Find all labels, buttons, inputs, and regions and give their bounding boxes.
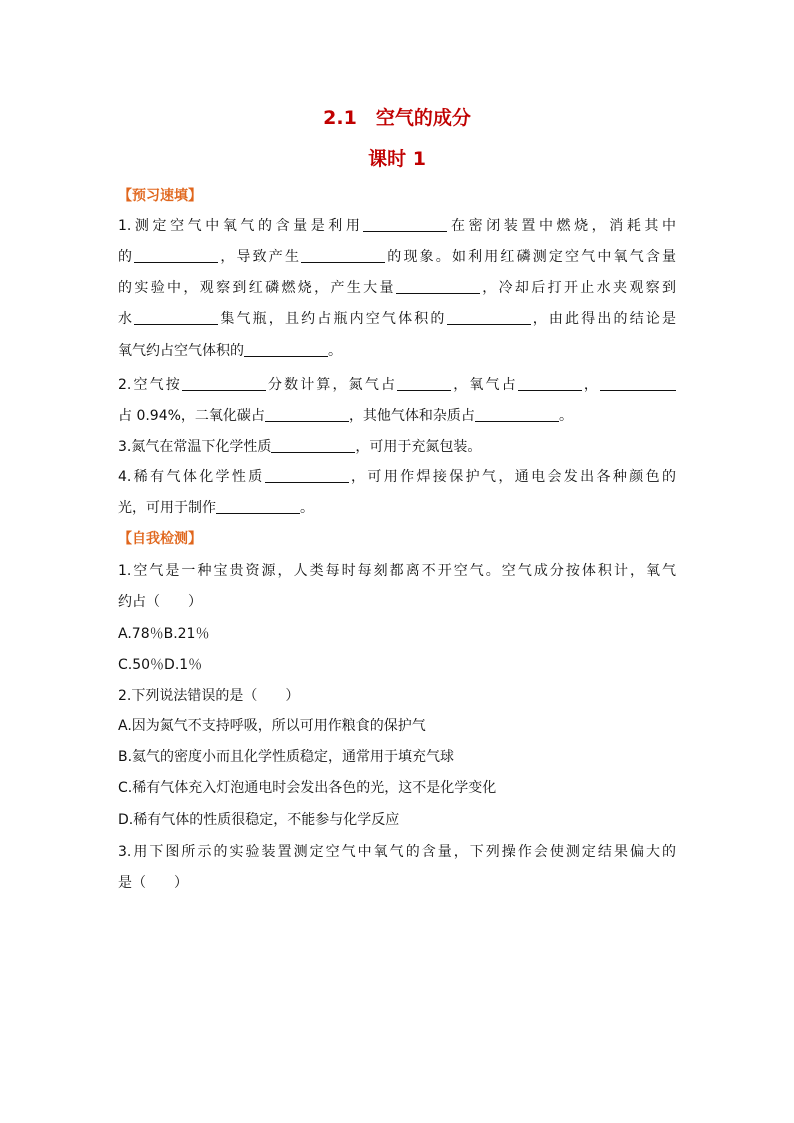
page-title: 2.1 空气的成分 [323, 107, 471, 129]
selfcheck-q2-option-c: C.稀有气体充入灯泡通电时会发出各色的光，这不是化学变化 [118, 780, 497, 796]
blank [265, 407, 349, 422]
preview-q3-line1: 3.氮气在常温下化学性质 ，可用于充氮包装。 [118, 439, 482, 455]
section-heading-preview: 【预习速填】 [118, 188, 202, 204]
blank [216, 499, 300, 514]
selfcheck-q1-options-cd: C.50％D.1％ [118, 657, 203, 673]
selfcheck-q1-options-ab: A.78％B.21％ [118, 626, 210, 642]
blank [182, 376, 266, 391]
blank [475, 407, 559, 422]
preview-q1-line2: 的 ，导致产生 的现象。如利用红磷测定空气中氧气含量 [118, 249, 677, 265]
selfcheck-q2-option-b: B.氦气的密度小而且化学性质稳定，通常用于填充气球 [118, 749, 455, 765]
preview-q2-line2: 占 0.94%，二氧化碳占 ，其他气体和杂质占 。 [118, 408, 573, 424]
selfcheck-q2-stem: 2.下列说法错误的是（ ） [118, 688, 300, 704]
blank [301, 248, 385, 263]
blank [244, 342, 328, 357]
section-heading-selfcheck: 【自我检测】 [118, 531, 202, 547]
blank [518, 376, 582, 391]
preview-q1-line3: 的实验中，观察到红磷燃烧，产生大量 ，冷却后打开止水夹观察到 [118, 280, 677, 296]
preview-q4-line2: 光，可用于制作 。 [118, 500, 314, 516]
preview-q4-line1: 4.稀有气体化学性质 ，可用作焊接保护气，通电会发出各种颜色的 [118, 469, 677, 485]
blank [447, 310, 531, 325]
selfcheck-q3-line1: 3.用下图所示的实验装置测定空气中氧气的含量，下列操作会使测定结果偏大的 [118, 844, 676, 860]
blank [600, 376, 676, 391]
blank [265, 468, 349, 483]
selfcheck-q2-option-d: D.稀有气体的性质很稳定，不能参与化学反应 [118, 812, 400, 828]
selfcheck-q2-option-a: A.因为氮气不支持呼吸，所以可用作粮食的保护气 [118, 718, 426, 734]
selfcheck-q1-line1: 1.空气是一种宝贵资源，人类每时每刻都离不开空气。空气成分按体积计，氧气 [118, 563, 676, 579]
blank [397, 376, 451, 391]
blank [271, 438, 355, 453]
blank [134, 248, 218, 263]
preview-q1-line1: 1.测定空气中氧气的含量是利用 在密闭装置中燃烧，消耗其中 [118, 218, 676, 234]
blank [363, 217, 447, 232]
selfcheck-q3-line2: 是（ ） [118, 875, 188, 891]
blank [396, 279, 480, 294]
selfcheck-q1-line2: 约占（ ） [118, 594, 202, 610]
preview-q1-line5: 氧气约占空气体积的 。 [118, 343, 342, 359]
preview-q2-line1: 2.空气按 分数计算，氮气占 ，氧气占 ， [118, 375, 676, 395]
page-subtitle: 课时 1 [368, 148, 426, 170]
blank [134, 310, 218, 325]
preview-q1-line4: 水 集气瓶，且约占瓶内空气体积的 ，由此得出的结论是 [118, 311, 677, 327]
